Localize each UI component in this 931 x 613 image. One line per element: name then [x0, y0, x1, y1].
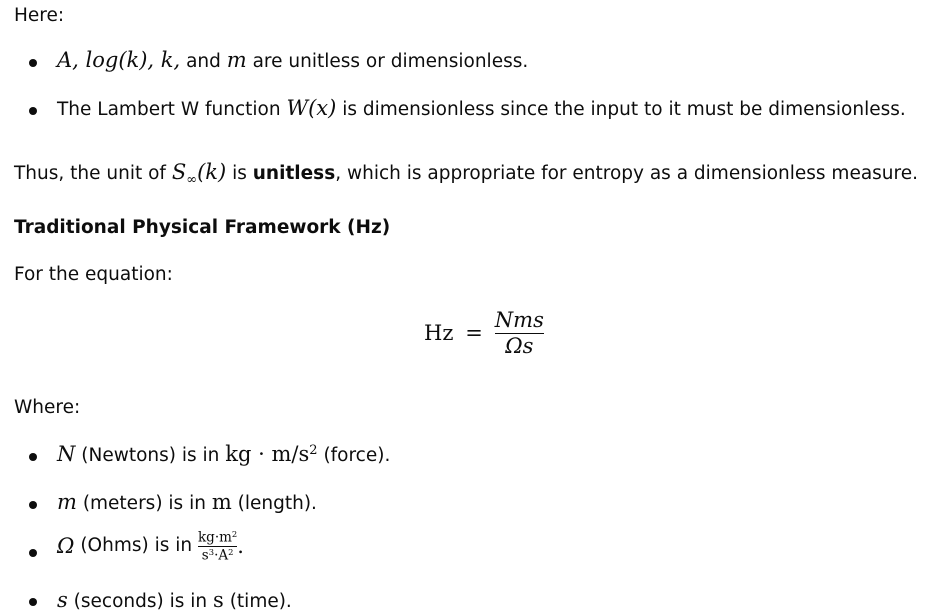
fraction-numerator: Nms: [494, 308, 544, 332]
unit-item-seconds: s (seconds) is in s (time).: [57, 588, 292, 612]
fraction-denominator: Ωs: [505, 334, 534, 358]
bullet-lambert: [57, 98, 906, 120]
bullet-text-pre: The Lambert W function: [57, 99, 281, 120]
for-equation-label: For the equation:: [14, 264, 173, 285]
math-S: $S_\infty(k)$: [171, 160, 227, 188]
where-label: Where:: [14, 397, 81, 418]
equation-lhs: Hz: [424, 321, 454, 345]
bullet-unitless: [57, 50, 528, 72]
bullet-point: [29, 501, 37, 509]
math-arg: (x): [308, 96, 337, 120]
math-W: W: [286, 96, 309, 120]
unit-item-newtons: N (Newtons) is in kg · $m/s^2$ (force).: [57, 442, 391, 467]
bullet-point: [29, 598, 37, 606]
display-equation: [424, 310, 544, 357]
ohm-unit-fraction: $\frac{kg\cdot m^2}{s^3\cdot A^2}$: [198, 529, 238, 564]
and-word: and: [186, 51, 221, 72]
bullet-point: [29, 549, 37, 557]
equation-equals: =: [465, 321, 483, 345]
unit-item-ohms: Ω (Ohms) is in $\frac{kg\cdot m^2}{s^3\cdot A^2}$ .: [57, 529, 244, 564]
thus-paragraph: Thus, the unit of $S_\infty(k)$ is unitless, which is appropriate for entropy as a dimensionless measure.: [14, 160, 918, 188]
bullet-text: is dimensionless since the input to it must be dimensionless.: [342, 99, 906, 120]
bullet-point: [29, 107, 37, 115]
bullet-point: [29, 453, 37, 461]
bullet-point: [29, 59, 37, 67]
math-m: m: [226, 48, 247, 72]
math-expression: A, log(k), k,: [57, 48, 181, 72]
unit-item-meters: m (meters) is in m (length).: [57, 490, 317, 514]
bullet-text: are unitless or dimensionless.: [252, 51, 529, 72]
equation-fraction: [495, 310, 544, 357]
section-heading: Traditional Physical Framework (Hz): [14, 217, 391, 238]
here-label: Here:: [14, 5, 65, 26]
bold-unitless: unitless: [252, 163, 336, 184]
